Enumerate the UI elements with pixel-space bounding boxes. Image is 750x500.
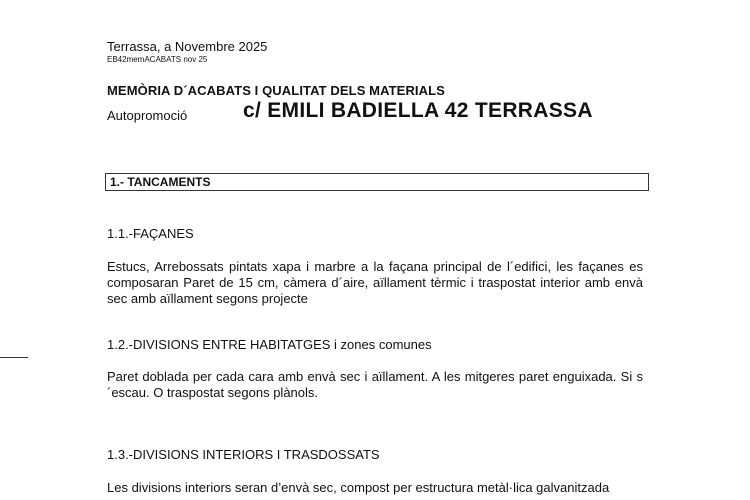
subsection-heading-divisions-interiors: 1.3.-DIVISIONS INTERIORS I TRASDOSSATS [107,447,380,462]
memoria-title: MEMÒRIA D´ACABATS I QUALITAT DELS MATERIALS [107,83,445,98]
subsection-paragraph-facanes: Estucs, Arrebossats pintats xapa i marbre a la façana principal de l´edifici, les façanes es composaran Paret de 15 cm, càmera d´aire, aïllament tèrmic i traspostat interior amb envà sec amb aïllament segons projecte [107,259,643,306]
subsection-paragraph-divisions-interiors: Les divisions interiors seran d’envà sec, compost per estructura metàl·lica galvanitzada [107,480,610,495]
subsection-heading-divisions-habitatges: 1.2.-DIVISIONS ENTRE HABITATGES i zones comunes [107,337,432,352]
margin-rule [0,357,28,358]
subsection-heading-facanes: 1.1.-FAÇANES [107,226,194,241]
document-date: Terrassa, a Novembre 2025 [107,39,268,54]
autopromocio-label: Autopromoció [107,108,188,123]
section-heading-box [105,173,649,191]
project-address: c/ EMILI BADIELLA 42 TERRASSA [243,99,593,122]
section-title: 1.- TANCAMENTS [110,175,211,189]
subsection-paragraph-divisions-habitatges: Paret doblada per cada cara amb envà sec i aïllament. A les mitgeres paret enguixada. Si s´escau. O traspostat segons plànols. [107,369,643,400]
document-reference: EB42memACABATS nov 25 [107,55,208,64]
